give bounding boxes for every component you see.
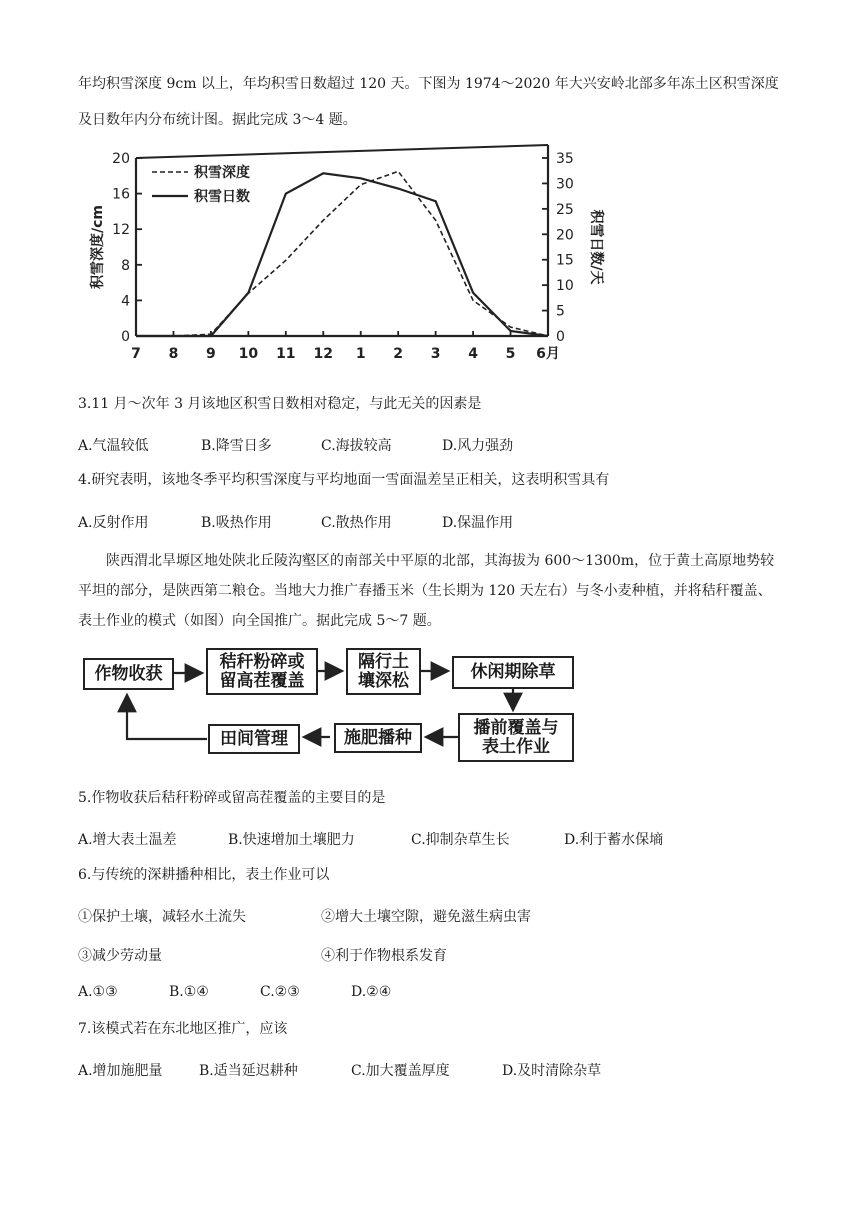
q6-option-c[interactable]: C.②③	[260, 984, 300, 1000]
q5-option-d[interactable]: D.利于蓄水保墒	[564, 832, 664, 848]
q3-option-a[interactable]: A.气温较低	[78, 438, 149, 454]
y-tick-label: 20	[112, 151, 130, 167]
flow-box-manage: 田间管理	[208, 724, 300, 754]
q7-option-b[interactable]: B.适当延迟耕种	[199, 1063, 298, 1079]
flow-box-fertilize: 施肥播种	[334, 723, 422, 753]
q3-option-b[interactable]: B.降雪日多	[201, 438, 272, 454]
intro-text: 年均积雪深度 9cm 以上，年均积雪日数超过 120 天。下图为 1974～2020 年大兴安岭北部多年冻土区积雪深度及日数年内分布统计图。据此完成 3～4 题。	[78, 76, 779, 128]
flow-box-cover: 播前覆盖与表土作业	[458, 713, 574, 762]
q4-stem: 4.研究表明，该地冬季平均积雪深度与平均地面一雪面温差呈正相关，这表明积雪具有	[78, 472, 610, 488]
q6-option-b[interactable]: B.①④	[169, 984, 209, 1000]
x-tick-label: 2	[393, 346, 404, 362]
q3-option-d[interactable]: D.风力强劲	[442, 438, 514, 454]
y2-tick-label: 5	[556, 303, 565, 320]
q6-item-2: ②增大土壤空隙，避免滋生病虫害	[321, 909, 531, 925]
snow-chart	[80, 134, 604, 370]
x-tick-label: 12	[313, 346, 334, 362]
q6-item-4: ④利于作物根系发育	[321, 948, 447, 964]
q5-option-a[interactable]: A.增大表土温差	[78, 832, 177, 848]
x-tick-label: 11	[276, 346, 296, 362]
flow-box-weed: 休闲期除草	[452, 656, 574, 689]
y-tick-label: 16	[112, 186, 130, 203]
x-tick-label: 8	[168, 346, 179, 362]
y-tick-label: 4	[121, 293, 130, 310]
y2-tick-label: 15	[556, 252, 574, 269]
y2-tick-label: 20	[556, 227, 574, 244]
y-tick-label: 12	[112, 222, 130, 239]
y-axis-title: 积雪深度/cm	[90, 205, 106, 289]
y2-tick-label: 25	[556, 201, 574, 218]
x-tick-label: 1	[355, 346, 366, 362]
arrow-manage-harvest	[127, 697, 207, 739]
x-tick-label: 4	[468, 346, 478, 362]
top-frame-line	[136, 145, 548, 158]
y-tick-label: 8	[121, 257, 130, 274]
q4-option-b[interactable]: B.吸热作用	[201, 515, 272, 531]
legend-label-2: 积雪日数	[194, 189, 250, 205]
flow-box-straw: 秸秆粉碎或留高茬覆盖	[206, 648, 318, 695]
q3-stem: 3.11 月～次年 3 月该地区积雪日数相对稳定，与此无关的因素是	[78, 396, 482, 412]
legend-label-1: 积雪深度	[194, 165, 250, 181]
q7-stem: 7.该模式若在东北地区推广，应该	[78, 1021, 288, 1037]
passage-2: 陕西渭北旱塬区地处陕北丘陵沟壑区的南部关中平原的北部，其海拔为 600～1300m，位于黄土高原地势较平坦的部分，是陕西第二粮仓。当地大力推广春播玉米（生长期为 120 天左右）与冬小麦种植，并将秸秆覆盖、表土作业的模式（如图）向全国推广。据此完成 5～7 题。	[78, 553, 775, 629]
flow-box-loosen: 隔行土壤深松	[346, 648, 421, 695]
q6-option-a[interactable]: A.①③	[78, 984, 118, 1000]
x-tick-label: 9	[206, 346, 216, 362]
y2-tick-label: 35	[556, 151, 574, 167]
q4-option-c[interactable]: C.散热作用	[321, 515, 392, 531]
x-tick-label: 7	[131, 346, 141, 362]
y2-tick-label: 10	[556, 278, 574, 295]
q6-item-3: ③减少劳动量	[78, 948, 162, 964]
flow-box-harvest: 作物收获	[83, 658, 174, 690]
y2-tick-label: 30	[556, 176, 574, 193]
q7-option-c[interactable]: C.加大覆盖厚度	[351, 1063, 450, 1079]
x-tick-label: 3	[430, 346, 441, 362]
q4-option-a[interactable]: A.反射作用	[78, 515, 149, 531]
q7-option-d[interactable]: D.及时清除杂草	[502, 1063, 602, 1079]
q7-option-a[interactable]: A.增加施肥量	[78, 1063, 163, 1079]
q3-option-c[interactable]: C.海拔较高	[321, 438, 392, 454]
q4-option-d[interactable]: D.保温作用	[442, 515, 514, 531]
y2-tick-label: 0	[556, 329, 565, 345]
q6-stem: 6.与传统的深耕播种相比，表土作业可以	[78, 867, 330, 883]
x-tick-label: 5	[505, 346, 516, 362]
q5-stem: 5.作物收获后秸秆粉碎或留高茬覆盖的主要目的是	[78, 790, 386, 806]
y2-axis-title: 积雪日数/天	[588, 209, 604, 285]
q6-option-d[interactable]: D.②④	[351, 984, 392, 1000]
q6-item-1: ①保护土壤，减轻水土流失	[78, 909, 246, 925]
q5-option-b[interactable]: B.快速增加土壤肥力	[228, 832, 355, 848]
y-tick-label: 0	[121, 329, 130, 345]
x-tick-label: 6月	[536, 346, 560, 362]
q5-option-c[interactable]: C.抑制杂草生长	[411, 832, 510, 848]
x-tick-label: 10	[238, 346, 259, 362]
